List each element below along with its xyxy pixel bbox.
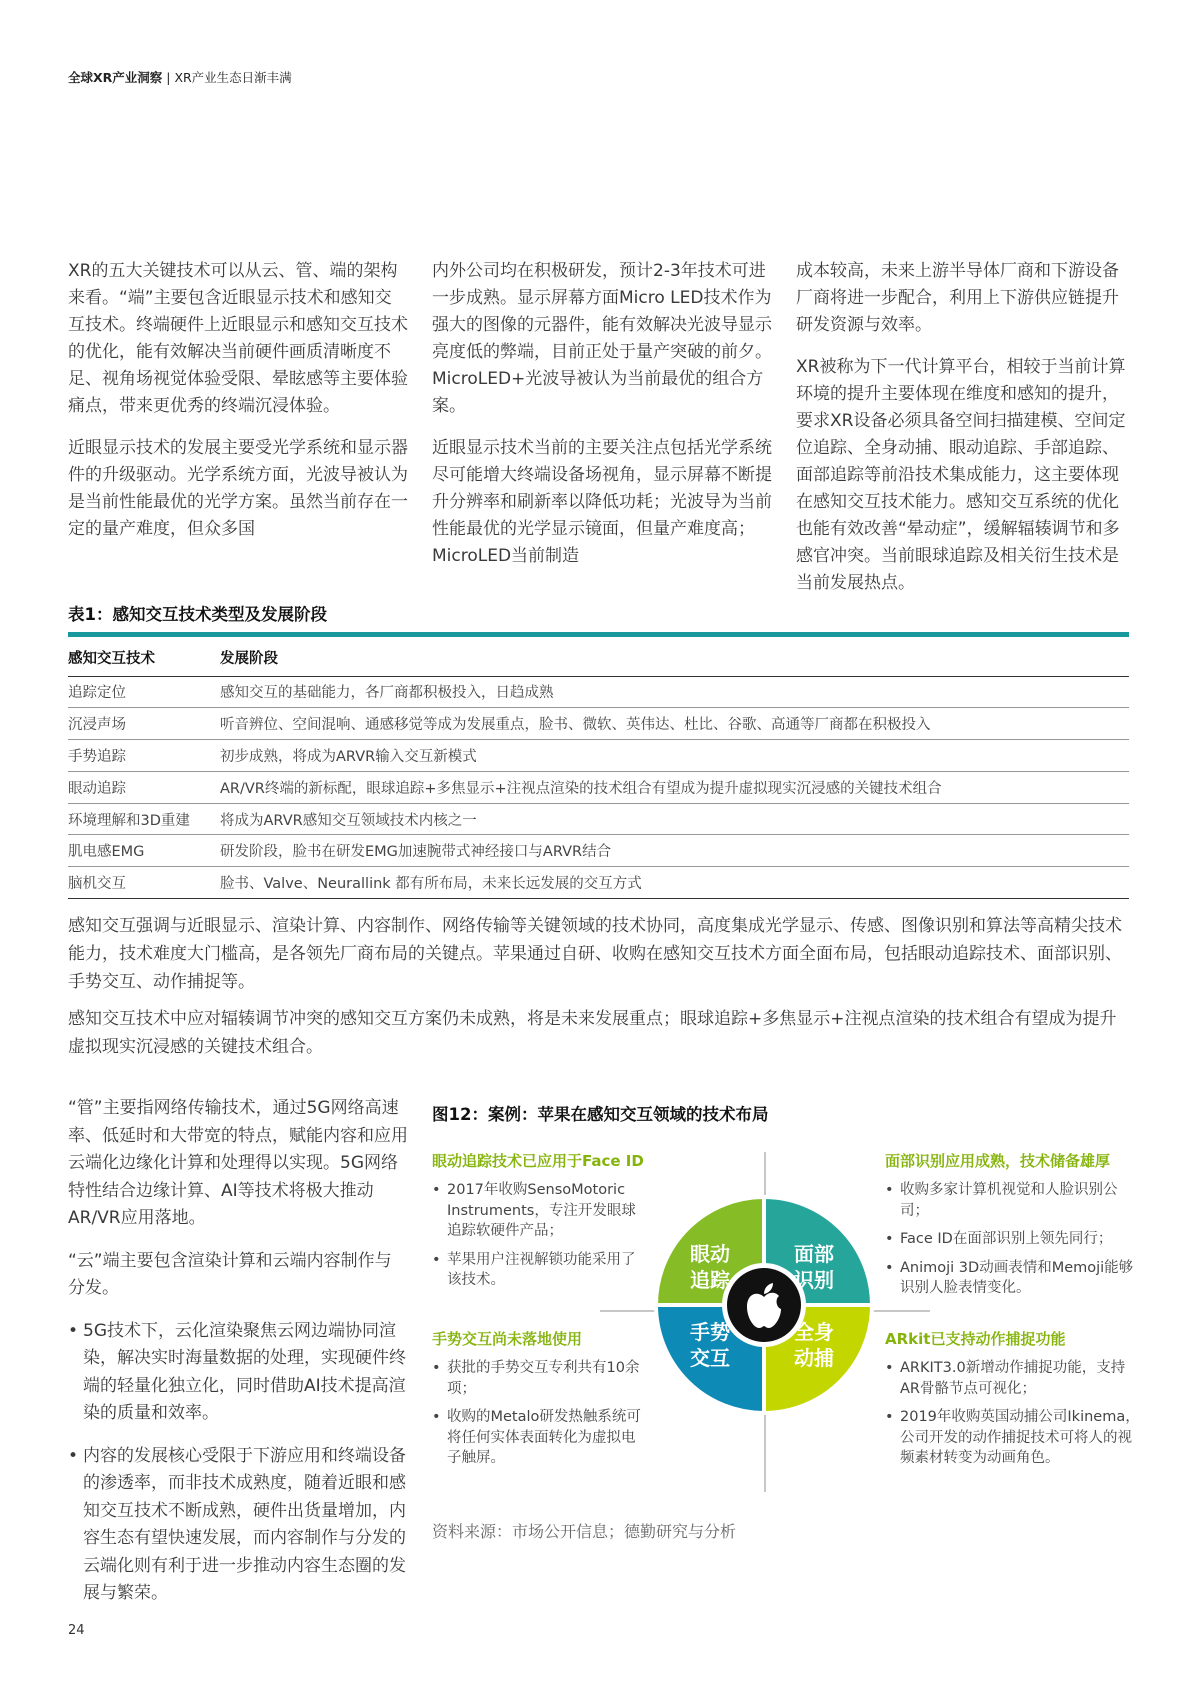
column2-paragraph-1: 内外公司均在积极研发，预计2-3年技术可进一步成熟。显示屏幕方面Micro LED技术作为强大的图像的元器件，能有效解决光波导显示亮度低的弊端，目前正处于量产突破的前夕。MicroLED+光波导被认为当前最优的组合方案。 (432, 261, 772, 416)
left-paragraph-cloud: “云”端主要包含渲染计算和云端内容制作与分发。 (68, 1250, 392, 1298)
list-item: • 获批的手势交互专利共有10余项； (432, 1358, 642, 1399)
list-item: • Animoji 3D动画表情和Memoji能够识别人脸表情变化。 (885, 1258, 1145, 1299)
column3-paragraph-2: XR被称为下一代计算平台，相较于当前计算环境的提升主要体现在维度和感知的提升，要求XR设备必须具备空间扫描建模、空间定位追踪、全身动捕、眼动追踪、手部追踪、面部追踪等前沿技术集成能力，这主要体现在感知交互技术能力。感知交互系统的优化也能有效改善“晕动症”，缓解辐辏调节和多感官冲突。当前眼球追踪及相关衍生技术是当前发展热点。 (796, 357, 1126, 593)
quadrant-gesture-heading: 手势交互尚未落地使用 (432, 1330, 583, 1348)
quadrant-eye-heading: 眼动追踪技术已应用于Face ID (432, 1152, 644, 1170)
body-paragraph-2: 感知交互技术中应对辐辏调节冲突的感知交互方案仍未成熟，将是未来发展重点；眼球追踪+多焦显示+注视点渲染的技术组合有望成为提升虚拟现实沉浸感的关键技术组合。 (68, 1009, 1117, 1057)
wheel-label-face-line1: 面部 (794, 1242, 834, 1266)
table-row (68, 740, 1129, 772)
wheel-label-eye-line2: 追踪 (690, 1268, 730, 1292)
figure-title: 图12：案例：苹果在感知交互领域的技术布局 (432, 1105, 769, 1124)
text-column-1 (68, 258, 408, 558)
quadrant-gesture-list (432, 1358, 642, 1477)
wheel-label-motion-line2: 动捕 (794, 1346, 834, 1370)
running-header (68, 68, 292, 86)
table-row (68, 867, 1129, 899)
table-title: 表1：感知交互技术类型及发展阶段 (68, 605, 327, 624)
wheel-label-gesture-line2: 交互 (690, 1346, 730, 1370)
table-cell-stage: 脸书、Valve、Neurallink 都有所布局，未来长远发展的交互方式 (220, 867, 1129, 899)
table-header-row (68, 640, 1129, 676)
table-cell-stage: 将成为ARVR感知交互领域技术内核之一 (220, 803, 1129, 835)
table-cell-stage: AR/VR终端的新标配，眼球追踪+多焦显示+注视点渲染的技术组合有望成为提升虚拟现实沉浸感的关键技术组合 (220, 771, 1129, 803)
quadrant-face-heading: 面部识别应用成熟，技术储备雄厚 (885, 1152, 1111, 1170)
wheel-label-motion-line1: 全身 (794, 1320, 834, 1344)
list-item: • 收购的Metalo研发热触系统可将任何实体表面转化为虚拟电子触屏。 (432, 1407, 642, 1469)
column1-paragraph-2: 近眼显示技术的发展主要受光学系统和显示器件的升级驱动。光学系统方面，光波导被认为是当前性能最优的光学方案。虽然当前存在一定的量产难度，但众多国 (68, 438, 408, 539)
list-item: • 苹果用户注视解锁功能采用了该技术。 (432, 1250, 642, 1291)
quadrant-face-list (885, 1180, 1145, 1307)
table-row (68, 708, 1129, 740)
table-cell-tech: 环境理解和3D重建 (68, 803, 220, 835)
left-bullet-2: • 内容的发展核心受限于下游应用和终端设备的渗透率，而非技术成熟度，随着近眼和感知交互技术不断成熟，硬件出货量增加，内容生态有望快速发展，而内容制作与分发的云端化则有利于进一步推动内容生态圈的发展与繁荣。 (68, 1443, 408, 1608)
table-row (68, 803, 1129, 835)
header-report-title: 全球XR产业洞察 (68, 70, 163, 85)
table-cell-tech: 脑机交互 (68, 867, 220, 899)
table-top-rule (68, 632, 1129, 637)
quadrant-eye-list (432, 1180, 642, 1299)
left-bullet-1: • 5G技术下，云化渲染聚焦云网边端协同渲染，解决实时海量数据的处理，实现硬件终端的轻量化独立化，同时借助AI技术提高渲染的质量和效率。 (68, 1318, 408, 1428)
list-item: • 收购多家计算机视觉和人脸识别公司； (885, 1180, 1145, 1221)
tech-table (68, 640, 1129, 899)
table-cell-tech: 手势追踪 (68, 740, 220, 772)
left-paragraph-pipe: “管”主要指网络传输技术，通过5G网络高速率、低延时和大带宽的特点，赋能内容和应用云端化边缘化计算和处理得以实现。5G网络特性结合边缘计算、AI等技术将极大推动AR/VR应用落地。 (68, 1098, 408, 1228)
table-cell-stage: 初步成熟，将成为ARVR输入交互新模式 (220, 740, 1129, 772)
tech-wheel (648, 1189, 880, 1425)
figure-source: 资料来源：市场公开信息；德勤研究与分析 (432, 1522, 737, 1541)
table-row (68, 771, 1129, 803)
list-item: • 2017年收购SensoMotoric Instruments，专注开发眼球追踪软硬件产品； (432, 1180, 642, 1242)
list-item: • Face ID在面部识别上领先同行； (885, 1229, 1145, 1250)
page-number: 24 (68, 1623, 85, 1638)
list-item: • 2019年收购英国动捕公司Ikinema，公司开发的动作捕捉技术可将人的视频素材转变为动画角色。 (885, 1407, 1145, 1469)
column1-paragraph-1: XR的五大关键技术可以从云、管、端的架构来看。“端”主要包含近眼显示技术和感知交互技术。终端硬件上近眼显示和感知交互技术的优化，能有效解决当前硬件画质清晰度不足、视角场视觉体验受限、晕眩感等主要体验痛点，带来更优秀的终端沉浸体验。 (68, 261, 408, 416)
wheel-label-face-line2: 识别 (794, 1268, 834, 1292)
left-text-column (68, 1095, 408, 1623)
table-cell-stage: 研发阶段，脸书在研发EMG加速腕带式神经接口与ARVR结合 (220, 835, 1129, 867)
table-cell-tech: 肌电感EMG (68, 835, 220, 867)
quadrant-motion-list (885, 1358, 1145, 1477)
wheel-label-eye-line1: 眼动 (690, 1242, 730, 1266)
table-cell-stage: 感知交互的基础能力，各厂商都积极投入，日趋成熟 (220, 676, 1129, 708)
column2-paragraph-2: 近眼显示技术当前的主要关注点包括光学系统尽可能增大终端设备场视角，显示屏幕不断提升分辨率和刷新率以降低功耗；光波导为当前性能最优的光学显示镜面，但量产难度高；MicroLED当前制造 (432, 438, 772, 566)
table-header-stage: 发展阶段 (220, 640, 1129, 676)
column3-paragraph-1: 成本较高，未来上游半导体厂商和下游设备厂商将进一步配合，利用上下游供应链提升研发资源与效率。 (796, 261, 1119, 335)
wheel-label-gesture-line1: 手势 (690, 1320, 730, 1344)
text-column-2 (432, 258, 772, 585)
list-item: • ARKIT3.0新增动作捕捉功能，支持AR骨骼节点可视化； (885, 1358, 1145, 1399)
table-row (68, 676, 1129, 708)
header-separator: | (162, 70, 175, 85)
table-cell-tech: 追踪定位 (68, 676, 220, 708)
body-paragraph-1: 感知交互强调与近眼显示、渲染计算、内容制作、网络传输等关键领域的技术协同，高度集成光学显示、传感、图像识别和算法等高精尖技术能力，技术难度大门槛高，是各领先厂商布局的关键点。苹果通过自研、收购在感知交互技术方面全面布局，包括眼动追踪技术、面部识别、手势交互、动作捕捉等。 (68, 916, 1122, 992)
table-cell-tech: 沉浸声场 (68, 708, 220, 740)
quadrant-motion-heading: ARkit已支持动作捕捉功能 (885, 1330, 1066, 1348)
text-column-3 (796, 258, 1129, 612)
table-header-tech: 感知交互技术 (68, 640, 220, 676)
table-cell-stage: 听音辨位、空间混响、通感移觉等成为发展重点，脸书、微软、英伟达、杜比、谷歌、高通等厂商都在积极投入 (220, 708, 1129, 740)
table-row (68, 835, 1129, 867)
header-section-title: XR产业生态日渐丰满 (174, 70, 292, 85)
table-cell-tech: 眼动追踪 (68, 771, 220, 803)
